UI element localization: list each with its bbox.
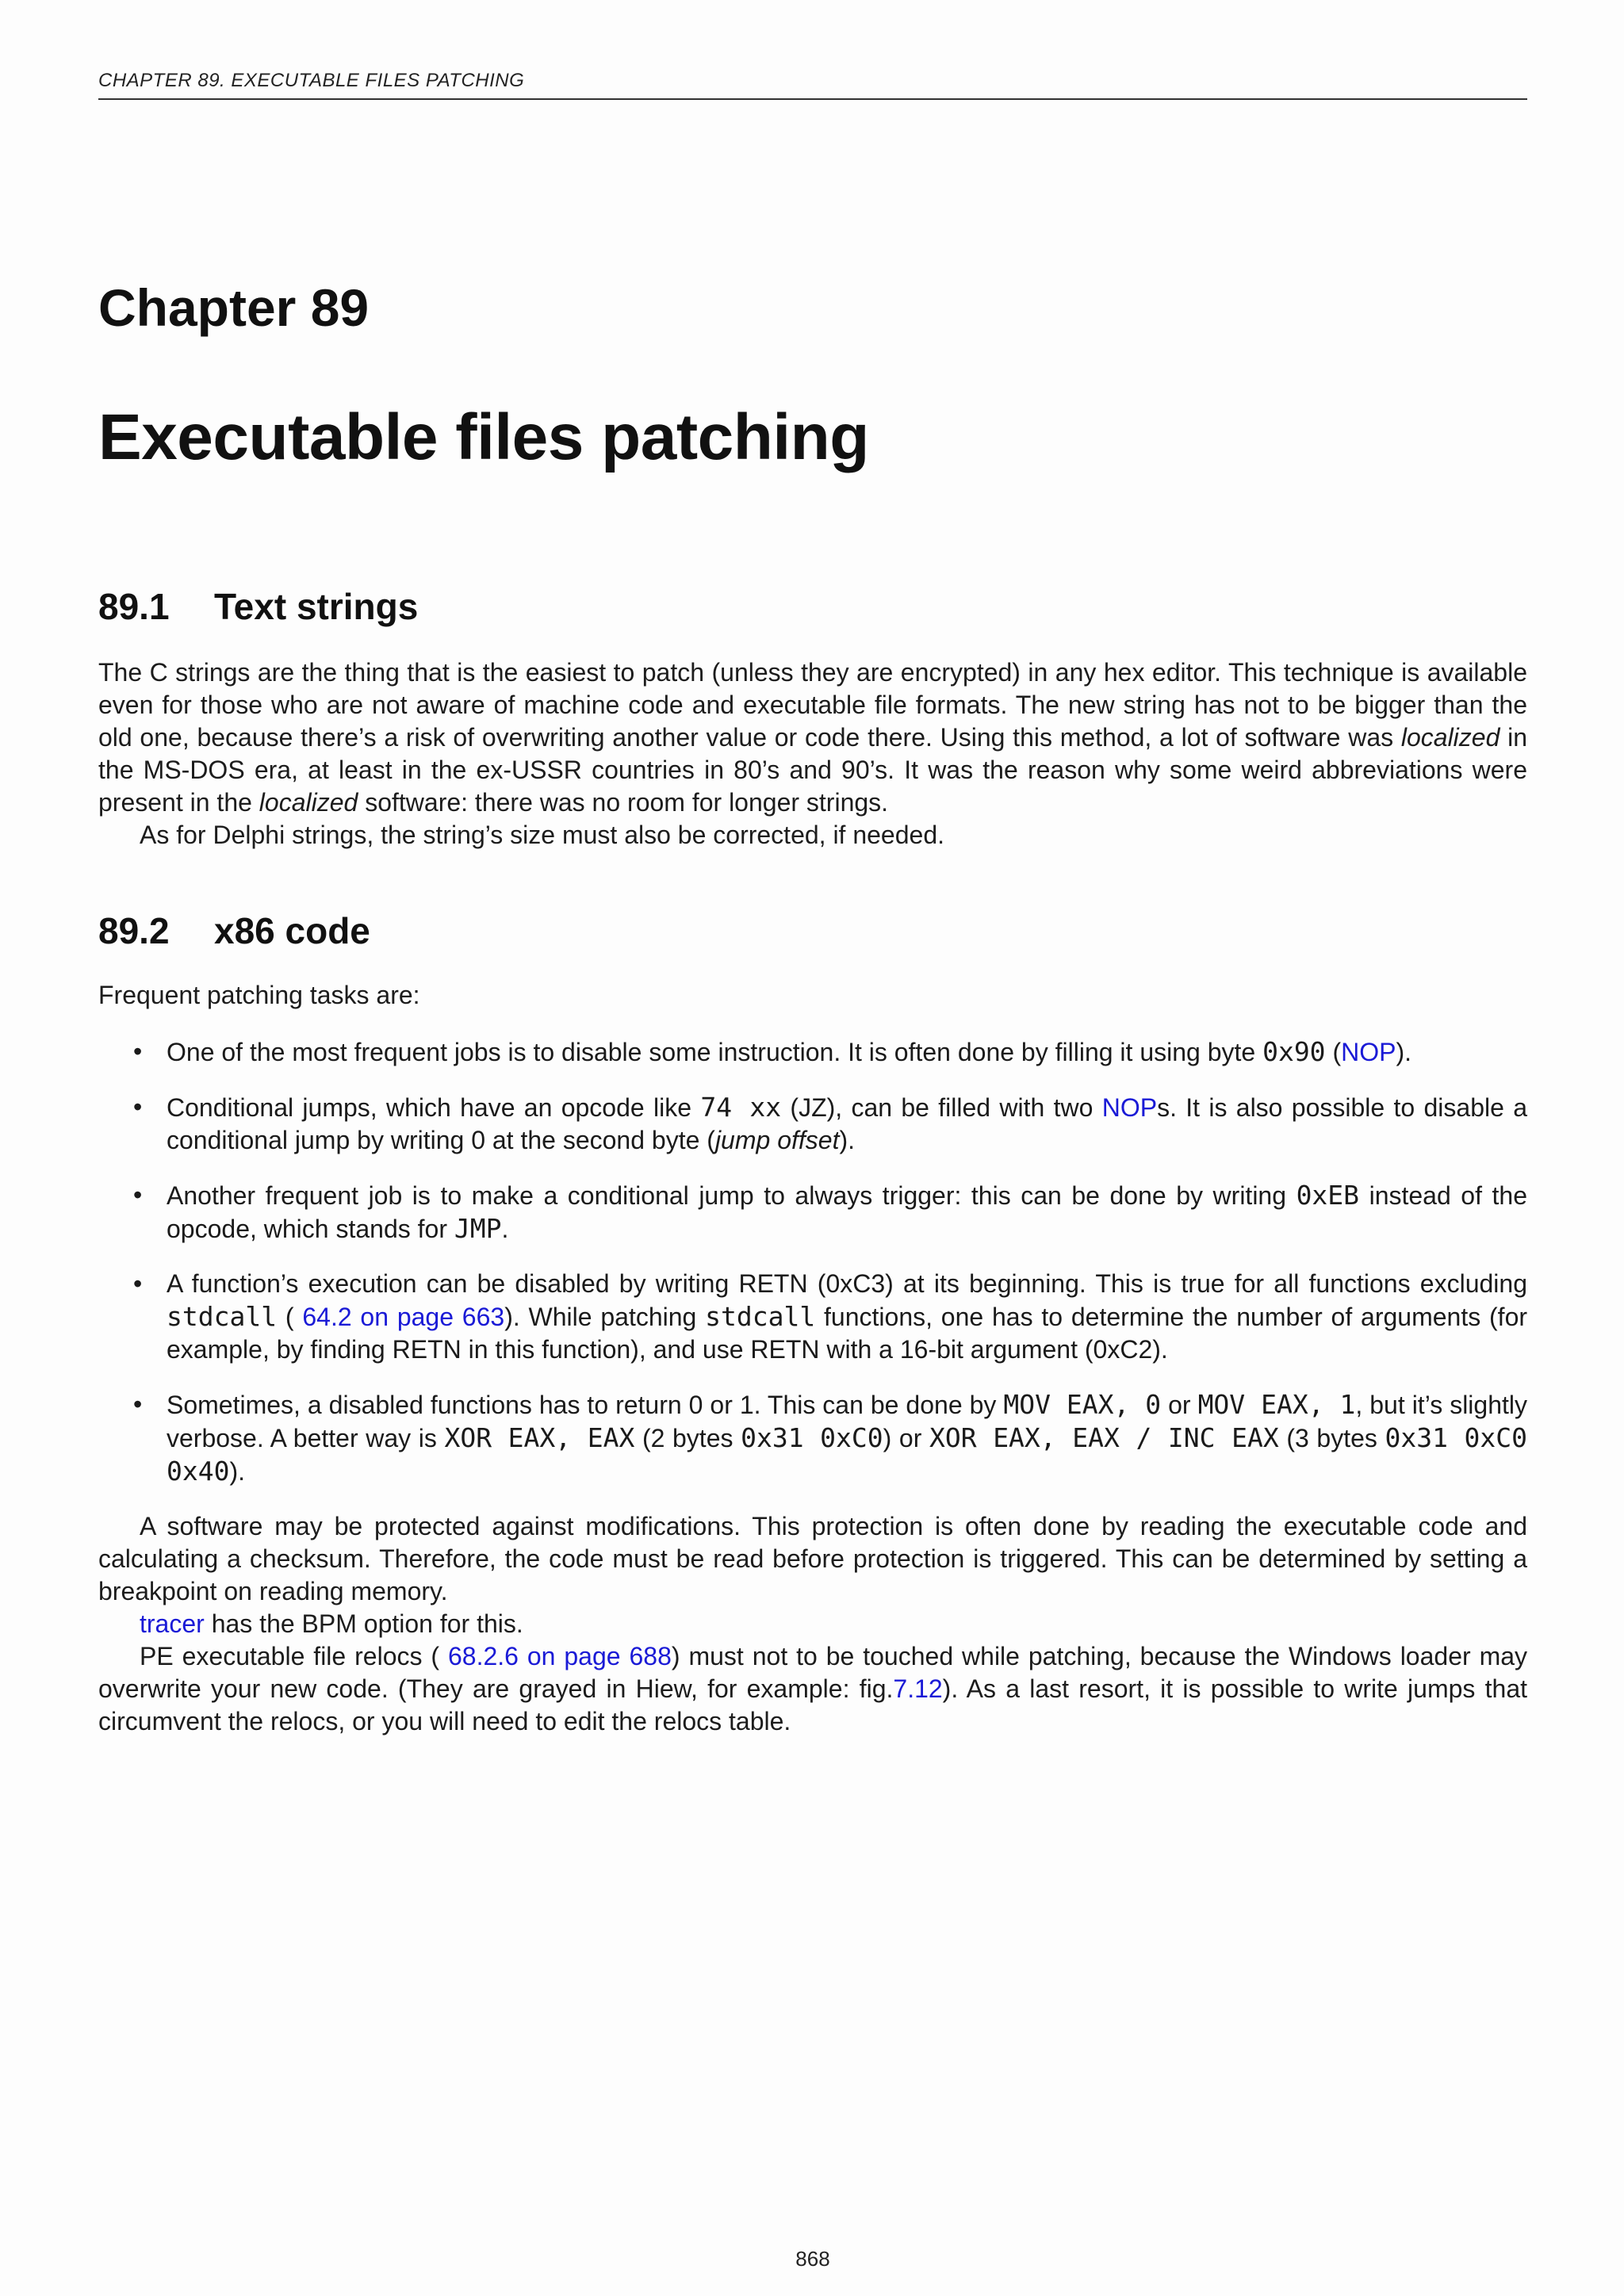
text-run: instead of the opcode, which stands for (167, 1181, 1528, 1243)
text-run: Another frequent job is to make a conditional jump to always trigger: this can be done by writing (167, 1181, 1297, 1210)
nop-link[interactable]: NOP (1101, 1093, 1158, 1122)
text-run: (3 bytes (1278, 1424, 1385, 1452)
paragraph-tracer (98, 1608, 1527, 1640)
text-run: ( (1325, 1038, 1342, 1066)
text-run: A function’s execution can be disabled by writing RETN (0xC3) at its beginning. This is true for all functions excluding (167, 1269, 1527, 1298)
paragraph-relocs (98, 1640, 1527, 1738)
running-header: CHAPTER 89. EXECUTABLE FILES PATCHING (98, 70, 1527, 100)
code-run: 0x31 0xC0 (741, 1422, 883, 1453)
text-run: ). (839, 1126, 855, 1154)
section-heading (98, 909, 1527, 952)
section-title: Text strings (214, 586, 419, 627)
code-run: 0x90 (1262, 1036, 1326, 1067)
text-run: (2 bytes (634, 1424, 741, 1452)
code-run: stdcall (167, 1301, 278, 1332)
bullet-icon: • (133, 1093, 143, 1121)
code-run: MOV EAX, 0 (1003, 1389, 1162, 1420)
list-item (98, 1035, 1527, 1069)
text-run: functions, one has to determine the number of arguments (for example, by finding RETN in this function), and use RETN with a 16-bit argument (0xC2). (167, 1303, 1528, 1364)
list-item (98, 1388, 1527, 1488)
emphasis: jump offset (714, 1126, 840, 1154)
code-run: JMP (454, 1213, 502, 1244)
text-run: s. It is also possible to disable a conditional jump by writing 0 at the second byte ( (167, 1093, 1528, 1154)
list-item (98, 1179, 1527, 1246)
section-title: x86 code (214, 910, 370, 951)
text-run: ). (229, 1457, 246, 1486)
list-item (98, 1091, 1527, 1157)
bullet-icon: • (133, 1269, 143, 1298)
text-run: PE executable file relocs ( (140, 1642, 448, 1670)
code-run: stdcall (705, 1301, 816, 1332)
text-run: , but it’s slightly verbose. A better way is (167, 1391, 1528, 1452)
text-run: ( (277, 1303, 303, 1331)
emphasis: localized (1400, 723, 1500, 752)
bullet-icon: • (133, 1037, 143, 1066)
text-run: has the BPM option for this. (204, 1609, 523, 1638)
section-text-strings (98, 585, 1527, 851)
nop-link[interactable]: NOP (1341, 1038, 1396, 1066)
text-run: Conditional jumps, which have an opcode like (167, 1093, 701, 1122)
text-run: ) must not to be touched while patching, because the Windows loader may overwrite your new code. (They are grayed in Hiew, for example: fig. (98, 1642, 1528, 1703)
chapter-title: Executable files patching (98, 401, 869, 473)
page-ref-link[interactable]: 68.2.6 on page 688 (447, 1642, 672, 1670)
text-run: or (1161, 1391, 1198, 1419)
bullet-icon: • (133, 1181, 143, 1209)
text-run: in the MS-DOS era, at least in the ex-USSR countries in 80’s and 90’s. It was the reason why some weird abbreviations were present in the (98, 723, 1528, 817)
list-item (98, 1268, 1527, 1366)
figure-ref-link[interactable]: 7.12 (893, 1674, 943, 1703)
section-heading (98, 585, 1527, 628)
code-run: 0x31 0xC0 0x40 (167, 1422, 1528, 1487)
bullet-icon: • (133, 1390, 143, 1418)
section-number: 89.2 (98, 910, 170, 951)
section-x86-code (98, 909, 1527, 1738)
emphasis: localized (259, 788, 358, 817)
text-run: ). As a last resort, it is possible to write jumps that circumvent the relocs, or you will need to edit the relocs table. (98, 1674, 1527, 1735)
chapter-label: Chapter 89 (98, 278, 370, 337)
page-number: 868 (795, 2247, 830, 2271)
text-run: One of the most frequent jobs is to disable some instruction. It is often done by filling it using byte (167, 1038, 1263, 1066)
paragraph: As for Delphi strings, the string’s size must also be corrected, if needed. (140, 821, 944, 849)
code-run: 0xEB (1296, 1180, 1360, 1211)
text-run: . (501, 1215, 509, 1243)
page-ref-link[interactable]: 64.2 on page 663 (302, 1303, 505, 1331)
text-run: JZ (799, 1093, 827, 1122)
task-list (98, 1035, 1527, 1488)
document-page (98, 0, 1527, 2296)
text-run: ). While patching (504, 1303, 706, 1331)
text-run: Sometimes, a disabled functions has to return 0 or 1. This can be done by (167, 1391, 1004, 1419)
intro-paragraph: Frequent patching tasks are: (98, 981, 420, 1009)
tracer-link[interactable]: tracer (140, 1609, 205, 1638)
paragraph-protection: A software may be protected against modifications. This protection is often done by reading the executable code and calculating a checksum. Therefore, the code must be read before protection is triggered. This can be determined by setting a breakpoint on reading memory. (98, 1512, 1527, 1605)
section-number: 89.1 (98, 586, 170, 627)
text-run: software: there was no room for longer strings. (358, 788, 889, 817)
text-run: ) or (883, 1424, 929, 1452)
code-run: 74 xx (700, 1092, 782, 1123)
text-run: The C strings are the thing that is the easiest to patch (unless they are encrypted) in any hex editor. This technique is available even for those who are not aware of machine code and executable file formats. The new string has not to be bigger than the old one, because there’s a risk of overwriting another value or code there. Using this method, a lot of software was (98, 658, 1527, 752)
text-run: ), can be filled with two (826, 1093, 1102, 1122)
text-run: ( (781, 1093, 799, 1122)
paragraph (98, 656, 1527, 819)
code-run: MOV EAX, 1 (1197, 1389, 1356, 1420)
code-run: XOR EAX, EAX / INC EAX (929, 1422, 1279, 1453)
text-run: ). (1396, 1038, 1411, 1066)
code-run: XOR EAX, EAX (444, 1422, 635, 1453)
